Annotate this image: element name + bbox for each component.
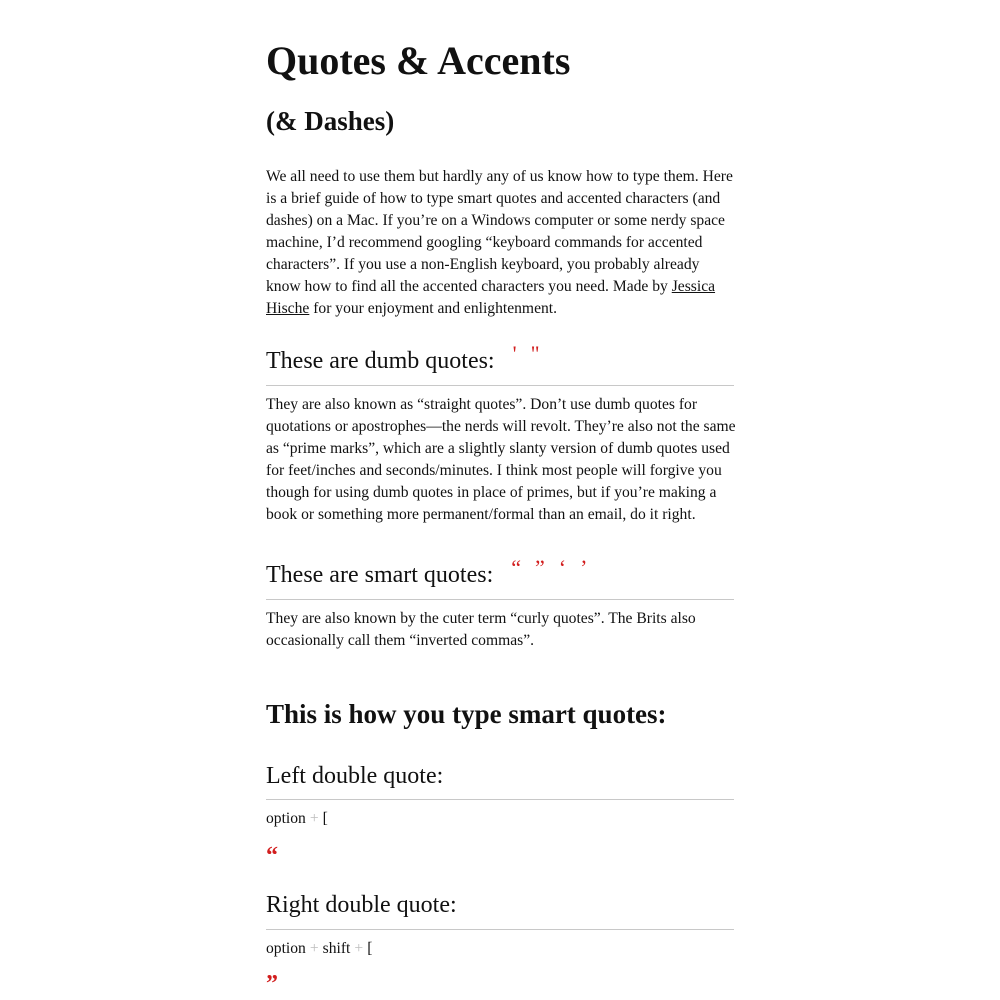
plus-separator: + <box>309 940 319 957</box>
dumb-quotes-heading-text: These are dumb quotes: <box>266 348 495 374</box>
dumb-quotes-description: They are also known as “straight quotes”. Don’t use dumb quotes for quotations or apostrophes—the nerds will revolt. They’re also not the same as “prime marks”, which are a slightly slanty version of dumb quotes used for feet/inches and seconds/minutes. I think most people will forgive you though for using dumb quotes in place of primes, but if you’re making a book or something more permanent/formal than an email, do it right. <box>266 396 736 523</box>
page-subtitle: (& Dashes) <box>266 106 395 136</box>
left-single-quote-glyph: ‘ <box>558 555 567 580</box>
key-option: option <box>266 940 306 957</box>
dumb-quotes-heading <box>266 341 734 376</box>
key-combo <box>266 938 372 960</box>
intro-text-before-link: We all need to use them but hardly any of us know how to type them. Here is a brief guide of how to type smart quotes and accented characters (and dashes) on a Mac. If you’re on a Windows computer or some nerdy space machine, I’d recommend googling “keyboard commands for accented characters”. If you use a non-English keyboard, you probably already know how to find all the accented characters you need. Made by <box>266 168 733 295</box>
divider <box>266 929 734 930</box>
right-double-quote-glyph: ” <box>535 555 545 580</box>
howto-entry-label: Right double quote: <box>266 892 457 918</box>
left-double-quote-glyph: “ <box>511 555 522 580</box>
divider <box>266 799 734 800</box>
key-combo <box>266 808 328 830</box>
howto-heading: This is how you type smart quotes: <box>266 699 667 729</box>
dumb-single-quote-glyph: ' <box>512 341 517 366</box>
smart-quotes-heading-text: These are smart quotes: <box>266 562 494 588</box>
left-double-quote-result-glyph: “ <box>266 843 278 869</box>
smart-quotes-glyphs <box>511 555 601 580</box>
plus-separator: + <box>309 810 319 827</box>
divider <box>266 599 734 600</box>
intro-text-after-link: for your enjoyment and enlightenment. <box>309 300 558 317</box>
divider <box>266 385 734 386</box>
howto-entry-label: Left double quote: <box>266 763 444 789</box>
author-link[interactable]: Jessica Hische <box>266 278 716 317</box>
key-left-bracket: [ <box>322 810 328 827</box>
right-double-quote-result-glyph: ” <box>266 971 278 997</box>
right-single-quote-glyph: ’ <box>580 555 588 580</box>
smart-quotes-description: They are also known by the cuter term “curly quotes”. The Brits also occasionally call them “inverted commas”. <box>266 610 696 649</box>
dumb-quotes-glyphs <box>513 341 554 366</box>
smart-quotes-heading <box>266 555 734 590</box>
dumb-double-quote-glyph: " <box>530 341 540 366</box>
key-left-bracket: [ <box>367 940 373 957</box>
key-shift: shift <box>322 940 351 957</box>
plus-separator: + <box>354 940 364 957</box>
intro-paragraph <box>266 166 736 320</box>
key-option: option <box>266 810 306 827</box>
page-title: Quotes & Accents <box>266 38 571 83</box>
